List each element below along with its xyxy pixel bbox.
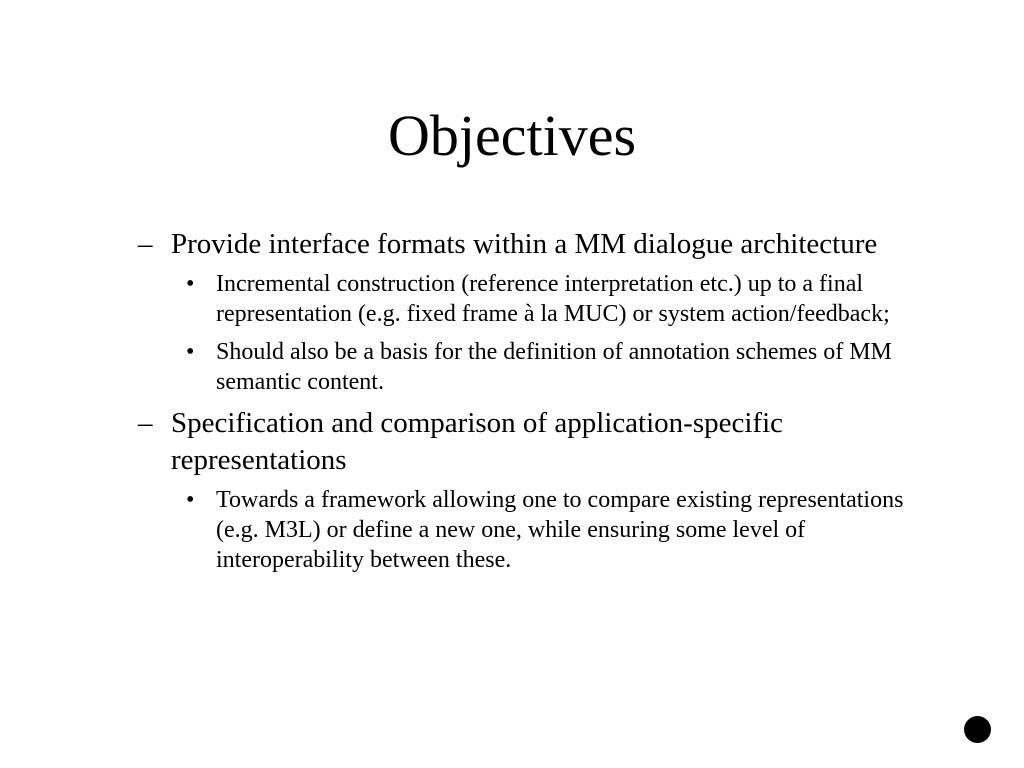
- objective-text: Provide interface formats within a MM dialogue architecture: [171, 228, 878, 260]
- slide-title: Objectives: [387, 103, 637, 168]
- objective-text: Specification and comparison of application-specific representations: [171, 407, 784, 476]
- sub-bullet-item: [186, 269, 938, 329]
- dash-marker: –: [138, 407, 153, 439]
- sub-bullet-text: Should also be a basis for the definition of annotation schemes of MM semantic content.: [216, 339, 892, 395]
- sub-bullet-item: [186, 337, 938, 397]
- sub-bullet-item: [186, 485, 938, 575]
- bullet-marker: •: [186, 271, 195, 297]
- objective-block: [138, 405, 938, 575]
- sub-bullet-text: Incremental construction (reference interpretation etc.) up to a final representation (e.g. fixed frame à la MUC) or system action/feedback;: [216, 271, 890, 327]
- sub-bullet-list: [138, 269, 938, 397]
- dash-marker: –: [138, 228, 153, 260]
- slide-content: [138, 226, 938, 583]
- sub-bullet-text: Towards a framework allowing one to compare existing representations (e.g. M3L) or define a new one, while ensuring some level of interoperability between these.: [216, 487, 904, 573]
- bullet-marker: •: [186, 487, 195, 513]
- objective-item: [138, 405, 938, 479]
- objective-block: [138, 226, 938, 397]
- slide-indicator-dot-icon: [964, 716, 991, 743]
- objective-item: [138, 226, 938, 263]
- bullet-marker: •: [186, 339, 195, 365]
- sub-bullet-list: [138, 485, 938, 575]
